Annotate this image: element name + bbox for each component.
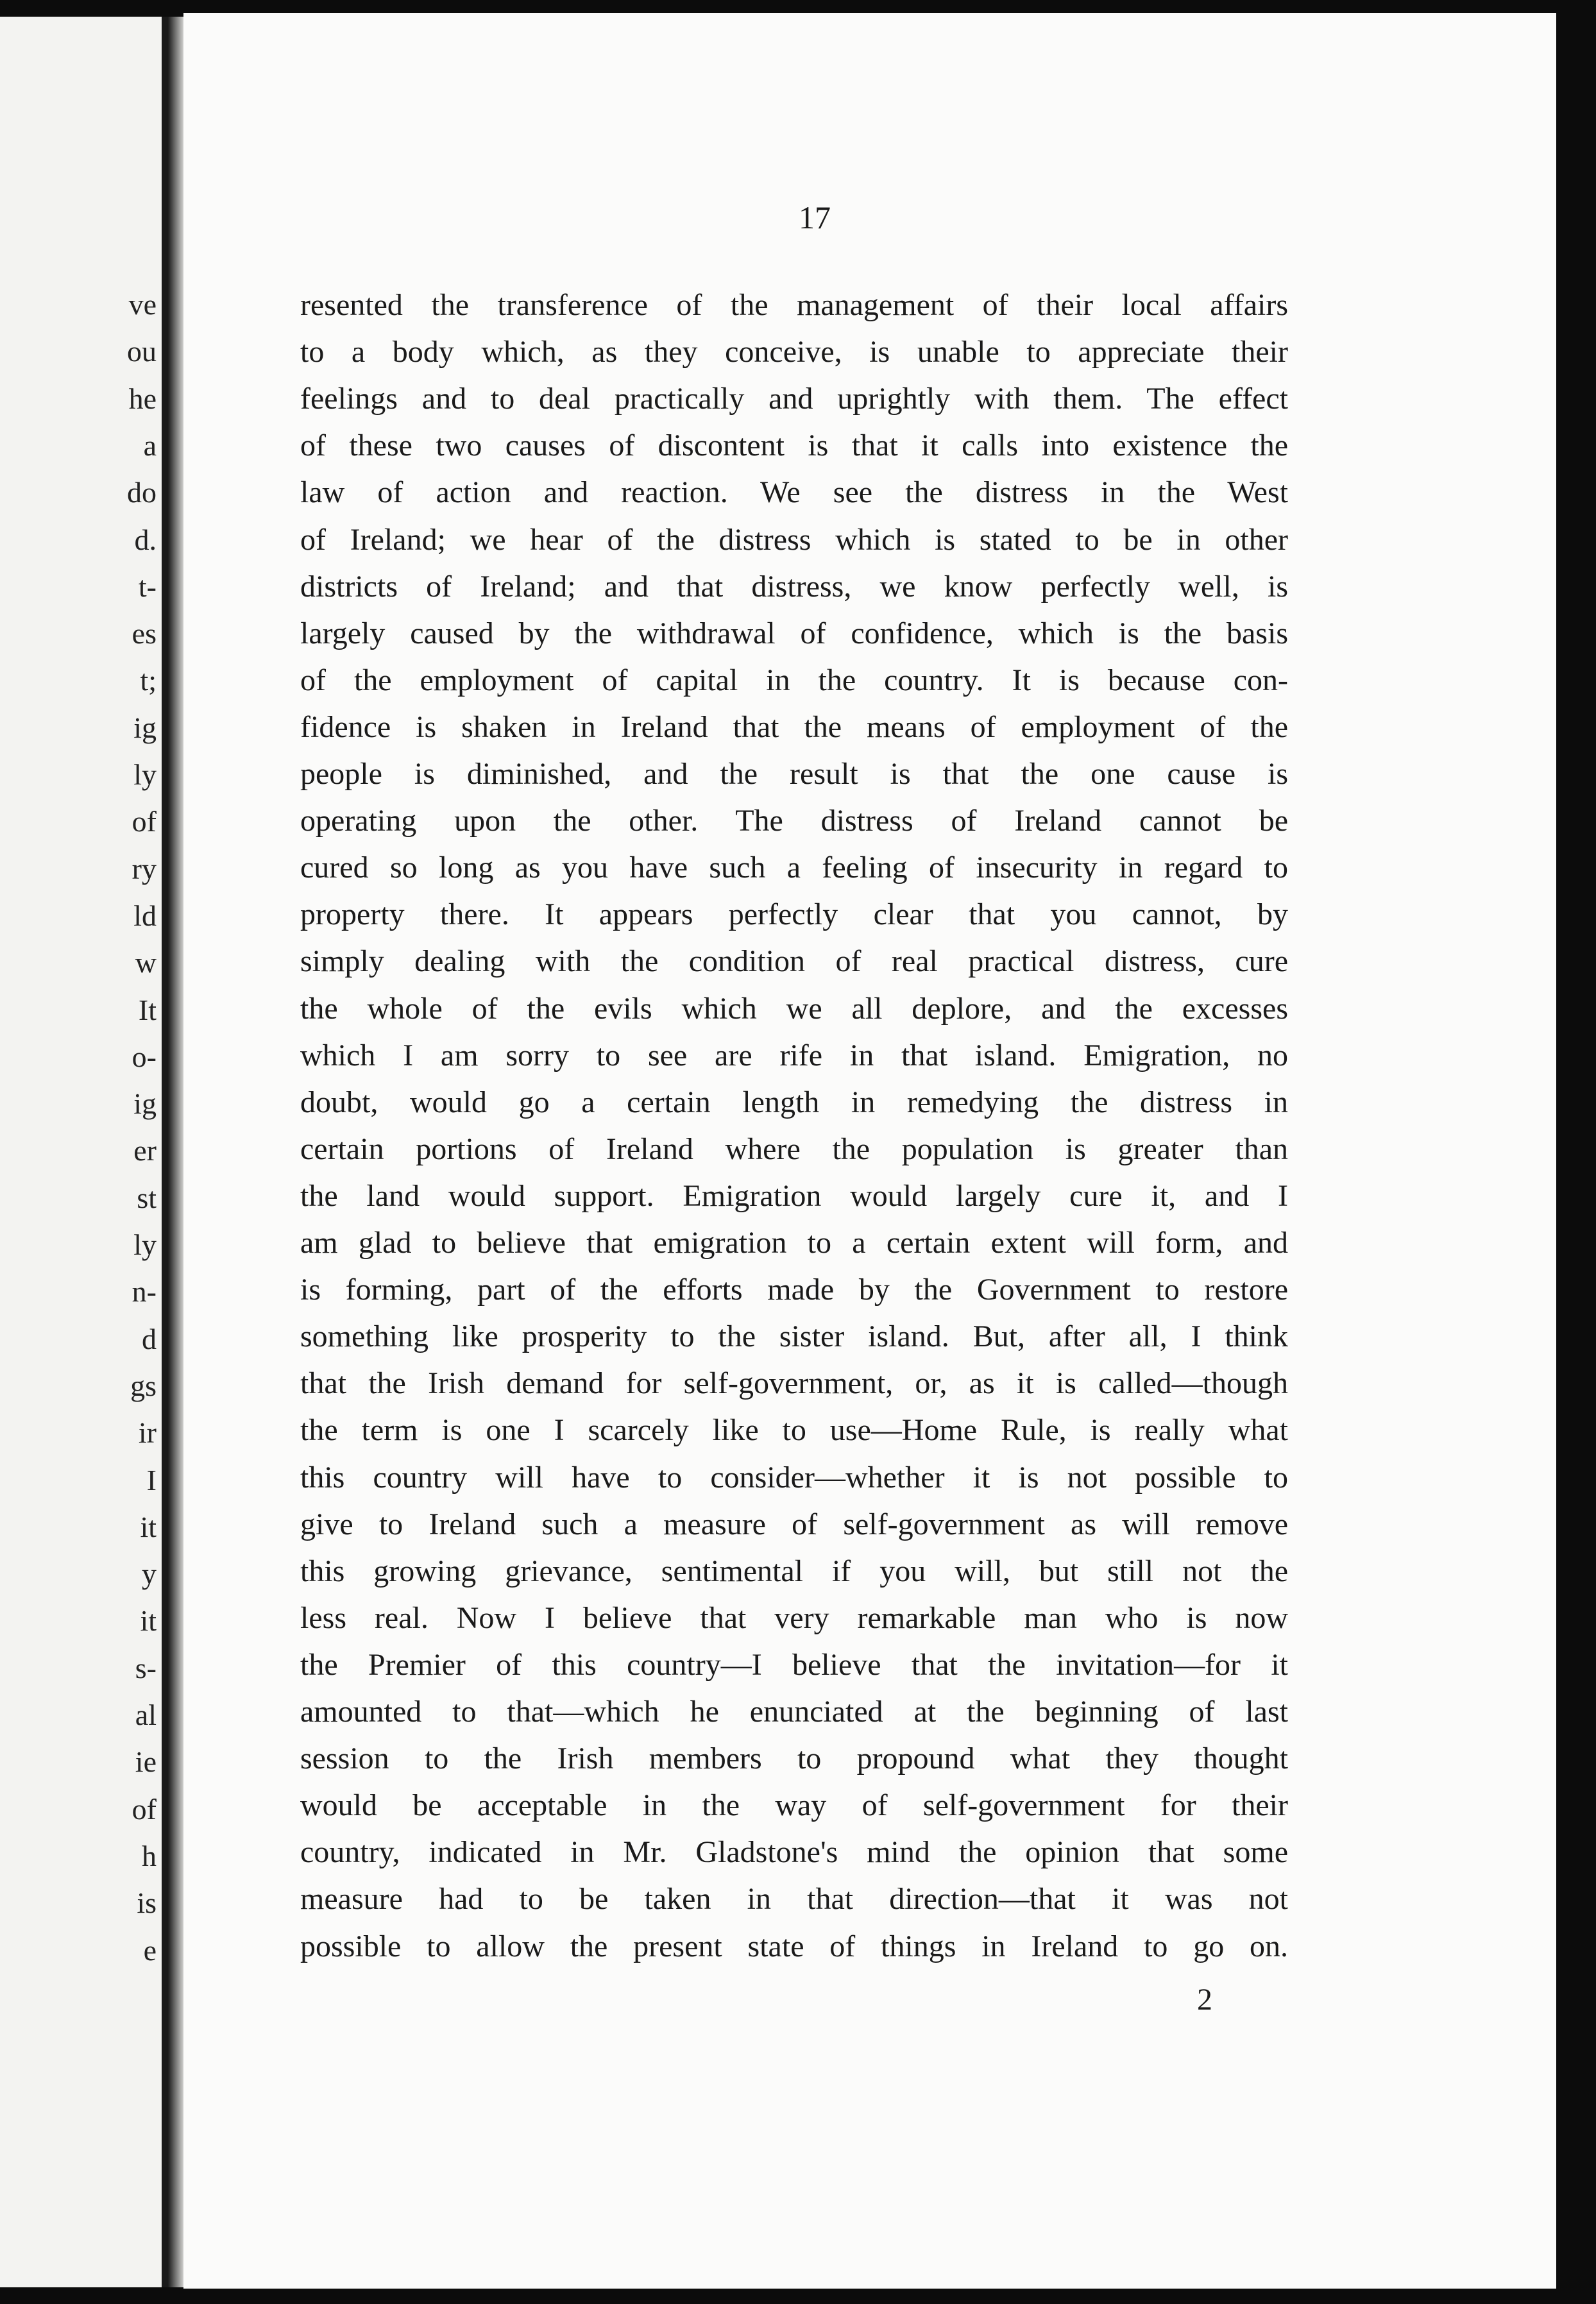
body-line: session to the Irish members to propound what they thought	[300, 1741, 1288, 1776]
body-line: of these two causes of discontent is that it calls into existence the	[300, 428, 1288, 463]
left-page-line: y	[142, 1557, 157, 1591]
body-line: people is diminished, and the result is that the one cause is	[300, 757, 1288, 791]
left-page-line: It	[138, 993, 157, 1026]
body-line: doubt, would go a certain length in remedying the distress in	[300, 1085, 1288, 1119]
left-page-line: s-	[135, 1651, 157, 1684]
body-line: resented the transference of the management of their local affairs	[300, 288, 1288, 322]
body-line: country, indicated in Mr. Gladstone's mind the opinion that some	[300, 1835, 1288, 1870]
left-page-line: es	[132, 617, 157, 650]
page-number: 17	[799, 199, 831, 235]
left-page-line: of	[132, 805, 157, 838]
left-page-line: gs	[130, 1369, 157, 1402]
body-line: of the employment of capital in the country. It is because con-	[300, 663, 1288, 697]
book-gutter	[168, 17, 183, 2287]
left-page-line: he	[128, 382, 157, 415]
body-line: the whole of the evils which we all deplore, and the excesses	[300, 991, 1288, 1026]
left-page-line: a	[143, 428, 157, 462]
left-page-line: st	[137, 1181, 157, 1214]
body-line: the land would support. Emigration would largely cure it, and I	[300, 1178, 1288, 1213]
body-line: of Ireland; we hear of the distress which is stated to be in other	[300, 522, 1288, 557]
body-line: simply dealing with the condition of real practical distress, cure	[300, 944, 1288, 979]
body-line: feelings and to deal practically and uprightly with them. The effect	[300, 382, 1288, 416]
body-line: am glad to believe that emigration to a certain extent will form, and	[300, 1226, 1288, 1260]
left-page-line: ld	[133, 899, 157, 932]
body-line: certain portions of Ireland where the population is greater than	[300, 1131, 1288, 1166]
left-page-line: al	[135, 1698, 157, 1731]
body-line: cured so long as you have such a feeling of insecurity in regard to	[300, 851, 1288, 885]
left-page-line: ig	[133, 1087, 157, 1121]
body-line: to a body which, as they conceive, is unable to appreciate their	[300, 335, 1288, 369]
left-page-line: t-	[138, 570, 157, 603]
left-page-line: h	[142, 1839, 157, 1872]
left-page-line: ry	[132, 852, 157, 885]
left-page-line: ou	[127, 335, 157, 368]
left-page-line: of	[132, 1792, 157, 1825]
left-page-line: it	[140, 1510, 157, 1543]
left-page-line: o-	[132, 1040, 157, 1073]
body-line: law of action and reaction. We see the distress in the West	[300, 475, 1288, 510]
body-line: measure had to be taken in that direction—that it was not	[300, 1882, 1288, 1917]
body-line: something like prosperity to the sister island. But, after all, I think	[300, 1319, 1288, 1354]
left-page-line: n-	[132, 1275, 157, 1309]
left-page-line: ie	[135, 1745, 157, 1779]
body-line: property there. It appears perfectly clear that you cannot, by	[300, 897, 1288, 932]
body-line: districts of Ireland; and that distress, we know perfectly well, is	[300, 569, 1288, 604]
body-line: this growing grievance, sentimental if you will, but still not the	[300, 1554, 1288, 1588]
left-page-line: e	[143, 1933, 157, 1967]
body-line: that the Irish demand for self-government, or, as it is called—though	[300, 1366, 1288, 1401]
body-line: the term is one I scarcely like to use—Home Rule, is really what	[300, 1413, 1288, 1448]
body-line: largely caused by the withdrawal of confidence, which is the basis	[300, 616, 1288, 650]
left-page-line: er	[133, 1134, 157, 1167]
body-line: operating upon the other. The distress of Ireland cannot be	[300, 804, 1288, 838]
body-line: this country will have to consider—whether it is not possible to	[300, 1460, 1288, 1495]
left-page-line: ve	[128, 288, 157, 321]
left-page-line: t;	[140, 664, 157, 697]
left-page-line: do	[127, 476, 157, 509]
body-line: fidence is shaken in Ireland that the means of employment of the	[300, 709, 1288, 744]
body-line: give to Ireland such a measure of self-government as will remove	[300, 1507, 1288, 1541]
body-line: the Premier of this country—I believe that the invitation—for it	[300, 1647, 1288, 1682]
body-line: would be acceptable in the way of self-government for their	[300, 1788, 1288, 1823]
signature-mark: 2	[1197, 1983, 1212, 2017]
body-line: amounted to that—which he enunciated at the beginning of last	[300, 1695, 1288, 1729]
left-page-line: it	[140, 1604, 157, 1638]
body-line: less real. Now I believe that very remarkable man who is now	[300, 1600, 1288, 1635]
body-line: which I am sorry to see are rife in that island. Emigration, no	[300, 1038, 1288, 1072]
left-page-line: ir	[138, 1416, 157, 1450]
left-page-line: d.	[134, 523, 157, 556]
left-page-line: ly	[133, 1228, 157, 1261]
left-page-line: ig	[133, 711, 157, 744]
left-page-line: I	[146, 1463, 157, 1496]
left-page-line: w	[135, 946, 157, 979]
left-page-line: ly	[133, 758, 157, 791]
left-page-line: d	[142, 1322, 157, 1355]
left-page-line: is	[137, 1886, 157, 1920]
body-line: is forming, part of the efforts made by the Government to restore	[300, 1273, 1288, 1307]
body-line: possible to allow the present state of things in Ireland to go on.	[300, 1929, 1288, 1963]
